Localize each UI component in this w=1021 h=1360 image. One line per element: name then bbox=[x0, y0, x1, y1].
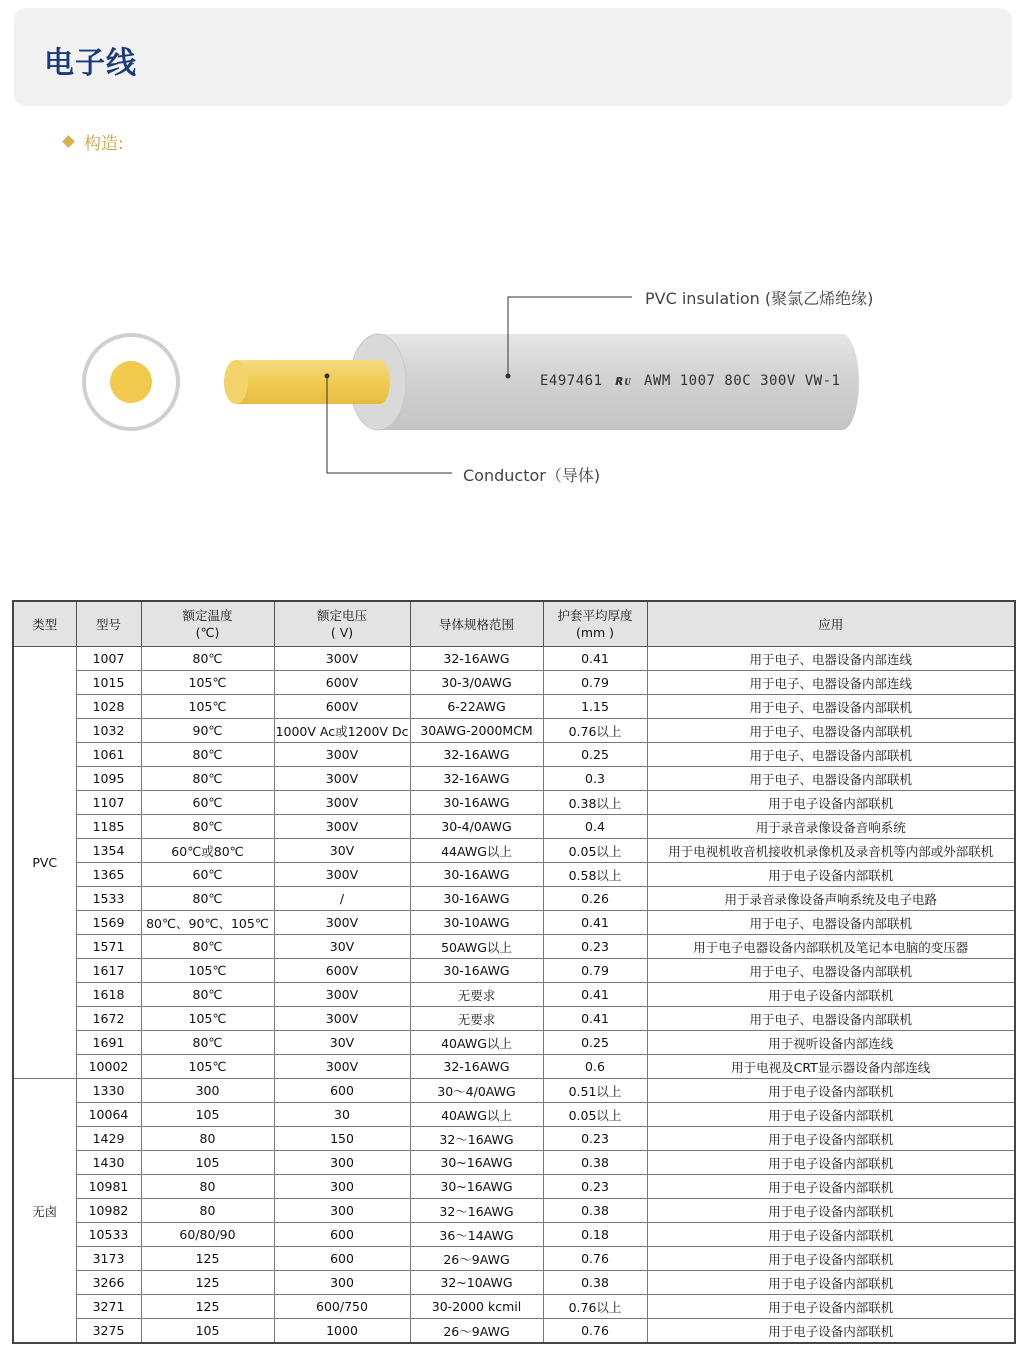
table-row bbox=[13, 887, 1015, 911]
cable-print-marking bbox=[540, 373, 840, 390]
cell-rated-temp: 60℃ bbox=[141, 791, 274, 815]
cell-sheath-thickness: 0.58以上 bbox=[543, 863, 647, 887]
cell-sheath-thickness: 0.41 bbox=[543, 647, 647, 671]
cell-sheath-thickness: 0.51以上 bbox=[543, 1079, 647, 1103]
cell-model: 1617 bbox=[76, 959, 141, 983]
cell-rated-voltage: 300V bbox=[274, 1007, 410, 1031]
cell-sheath-thickness: 0.25 bbox=[543, 1031, 647, 1055]
table-row bbox=[13, 1055, 1015, 1079]
cell-rated-temp: 300 bbox=[141, 1079, 274, 1103]
ul-logo-icon: ʀᴜ bbox=[615, 373, 632, 389]
cell-rated-temp: 105℃ bbox=[141, 1055, 274, 1079]
table-row bbox=[13, 791, 1015, 815]
cell-rated-temp: 90℃ bbox=[141, 719, 274, 743]
table-row bbox=[13, 1151, 1015, 1175]
cell-model: 1095 bbox=[76, 767, 141, 791]
table-row bbox=[13, 815, 1015, 839]
cell-rated-voltage: / bbox=[274, 887, 410, 911]
cell-conductor-range: 30-16AWG bbox=[410, 959, 543, 983]
cell-rated-voltage: 600V bbox=[274, 695, 410, 719]
cell-rated-voltage: 300V bbox=[274, 1055, 410, 1079]
cell-sheath-thickness: 0.76 bbox=[543, 1247, 647, 1271]
cell-model: 1533 bbox=[76, 887, 141, 911]
cell-conductor-range: 6-22AWG bbox=[410, 695, 543, 719]
cell-application: 用于电子设备内部联机 bbox=[647, 1175, 1015, 1199]
type-cell: 无卤 bbox=[13, 1079, 76, 1344]
cell-sheath-thickness: 0.79 bbox=[543, 671, 647, 695]
cell-sheath-thickness: 0.05以上 bbox=[543, 839, 647, 863]
cell-sheath-thickness: 0.23 bbox=[543, 935, 647, 959]
table-row bbox=[13, 695, 1015, 719]
table-row bbox=[13, 647, 1015, 671]
table-row bbox=[13, 1103, 1015, 1127]
cell-rated-temp: 80 bbox=[141, 1175, 274, 1199]
cell-conductor-range: 40AWG以上 bbox=[410, 1103, 543, 1127]
cell-application: 用于电子设备内部联机 bbox=[647, 1079, 1015, 1103]
cell-conductor-range: 32-16AWG bbox=[410, 1055, 543, 1079]
cell-application: 用于电视及CRT显示器设备内部连线 bbox=[647, 1055, 1015, 1079]
table-row bbox=[13, 839, 1015, 863]
cell-model: 1185 bbox=[76, 815, 141, 839]
cell-sheath-thickness: 1.15 bbox=[543, 695, 647, 719]
cell-sheath-thickness: 0.38以上 bbox=[543, 791, 647, 815]
cell-model: 10002 bbox=[76, 1055, 141, 1079]
type-cell: PVC bbox=[13, 647, 76, 1079]
cell-conductor-range: 36～14AWG bbox=[410, 1223, 543, 1247]
column-header-model: 型号 bbox=[76, 601, 141, 647]
cell-sheath-thickness: 0.3 bbox=[543, 767, 647, 791]
cell-conductor-range: 30-16AWG bbox=[410, 863, 543, 887]
cell-rated-temp: 60℃或80℃ bbox=[141, 839, 274, 863]
cell-sheath-thickness: 0.18 bbox=[543, 1223, 647, 1247]
table-row bbox=[13, 1271, 1015, 1295]
table-row bbox=[13, 1127, 1015, 1151]
cell-application: 用于录音录像设备音响系统 bbox=[647, 815, 1015, 839]
cell-model: 1691 bbox=[76, 1031, 141, 1055]
cell-model: 1571 bbox=[76, 935, 141, 959]
cell-rated-temp: 80℃ bbox=[141, 983, 274, 1007]
cell-sheath-thickness: 0.41 bbox=[543, 911, 647, 935]
cell-conductor-range: 40AWG以上 bbox=[410, 1031, 543, 1055]
table-row bbox=[13, 863, 1015, 887]
cell-conductor-range: 30~16AWG bbox=[410, 1175, 543, 1199]
insulation-label: PVC insulation (聚氯乙烯绝缘) bbox=[645, 289, 874, 308]
table-row bbox=[13, 1295, 1015, 1319]
cell-rated-temp: 80℃ bbox=[141, 815, 274, 839]
section-label-text: 构造: bbox=[84, 134, 124, 154]
cell-sheath-thickness: 0.79 bbox=[543, 959, 647, 983]
cable-construction-diagram bbox=[0, 250, 1021, 550]
cell-conductor-range: 30-4/0AWG bbox=[410, 815, 543, 839]
cell-conductor-range: 30-2000 kcmil bbox=[410, 1295, 543, 1319]
cell-rated-voltage: 600 bbox=[274, 1079, 410, 1103]
table-row bbox=[13, 983, 1015, 1007]
cell-conductor-range: 26～9AWG bbox=[410, 1319, 543, 1344]
column-header-conductor-range: 导体规格范围 bbox=[410, 601, 543, 647]
cell-application: 用于电子设备内部联机 bbox=[647, 1271, 1015, 1295]
column-header-sheath-thickness: 护套平均厚度 (mm ) bbox=[543, 601, 647, 647]
cell-rated-temp: 105 bbox=[141, 1151, 274, 1175]
cell-application: 用于电子、电器设备内部联机 bbox=[647, 911, 1015, 935]
cell-model: 10981 bbox=[76, 1175, 141, 1199]
cell-rated-voltage: 600 bbox=[274, 1247, 410, 1271]
cell-conductor-range: 50AWG以上 bbox=[410, 935, 543, 959]
cell-conductor-range: 30~16AWG bbox=[410, 1151, 543, 1175]
table-row bbox=[13, 743, 1015, 767]
conductor-body bbox=[224, 360, 390, 404]
cell-conductor-range: 30AWG-2000MCM bbox=[410, 719, 543, 743]
cell-application: 用于电子、电器设备内部联机 bbox=[647, 767, 1015, 791]
cell-rated-voltage: 300 bbox=[274, 1175, 410, 1199]
cell-rated-temp: 105 bbox=[141, 1319, 274, 1344]
diamond-bullet-icon bbox=[62, 135, 76, 149]
cell-application: 用于电子设备内部联机 bbox=[647, 863, 1015, 887]
table-row bbox=[13, 959, 1015, 983]
cell-sheath-thickness: 0.38 bbox=[543, 1151, 647, 1175]
cell-rated-temp: 80℃ bbox=[141, 887, 274, 911]
table-row bbox=[13, 911, 1015, 935]
cell-model: 10064 bbox=[76, 1103, 141, 1127]
table-row bbox=[13, 1247, 1015, 1271]
cell-model: 1028 bbox=[76, 695, 141, 719]
table-row bbox=[13, 767, 1015, 791]
cell-sheath-thickness: 0.38 bbox=[543, 1199, 647, 1223]
cell-conductor-range: 32-16AWG bbox=[410, 767, 543, 791]
cell-sheath-thickness: 0.4 bbox=[543, 815, 647, 839]
cell-conductor-range: 无要求 bbox=[410, 983, 543, 1007]
cell-rated-temp: 105 bbox=[141, 1103, 274, 1127]
cell-sheath-thickness: 0.23 bbox=[543, 1127, 647, 1151]
cell-model: 1430 bbox=[76, 1151, 141, 1175]
table-header-row bbox=[13, 601, 1015, 647]
cell-rated-temp: 105℃ bbox=[141, 959, 274, 983]
cell-rated-voltage: 300V bbox=[274, 863, 410, 887]
cell-conductor-range: 无要求 bbox=[410, 1007, 543, 1031]
cell-application: 用于电子设备内部联机 bbox=[647, 791, 1015, 815]
cell-sheath-thickness: 0.26 bbox=[543, 887, 647, 911]
cell-model: 1569 bbox=[76, 911, 141, 935]
cell-model: 1032 bbox=[76, 719, 141, 743]
cell-conductor-range: 44AWG以上 bbox=[410, 839, 543, 863]
cell-application: 用于电子、电器设备内部联机 bbox=[647, 743, 1015, 767]
cell-rated-voltage: 300 bbox=[274, 1199, 410, 1223]
cell-rated-voltage: 300 bbox=[274, 1271, 410, 1295]
cell-rated-temp: 105℃ bbox=[141, 671, 274, 695]
cell-model: 10982 bbox=[76, 1199, 141, 1223]
cell-rated-temp: 80℃ bbox=[141, 1031, 274, 1055]
cell-rated-voltage: 300V bbox=[274, 815, 410, 839]
cell-sheath-thickness: 0.41 bbox=[543, 983, 647, 1007]
cell-rated-voltage: 300V bbox=[274, 791, 410, 815]
cell-application: 用于电子设备内部联机 bbox=[647, 983, 1015, 1007]
conductor-end bbox=[224, 360, 248, 404]
cell-conductor-range: 30-3/0AWG bbox=[410, 671, 543, 695]
cell-rated-voltage: 150 bbox=[274, 1127, 410, 1151]
cell-rated-voltage: 600 bbox=[274, 1223, 410, 1247]
cell-application: 用于电子设备内部联机 bbox=[647, 1151, 1015, 1175]
cell-application: 用于电子设备内部联机 bbox=[647, 1103, 1015, 1127]
cell-rated-voltage: 600/750 bbox=[274, 1295, 410, 1319]
table-row bbox=[13, 1223, 1015, 1247]
cell-model: 3271 bbox=[76, 1295, 141, 1319]
cell-model: 1429 bbox=[76, 1127, 141, 1151]
cell-conductor-range: 32-16AWG bbox=[410, 647, 543, 671]
cell-rated-voltage: 30V bbox=[274, 1031, 410, 1055]
cell-rated-voltage: 30V bbox=[274, 839, 410, 863]
cell-rated-temp: 105℃ bbox=[141, 695, 274, 719]
cell-model: 1365 bbox=[76, 863, 141, 887]
cell-application: 用于电视机收音机接收机录像机及录音机等内部或外部联机 bbox=[647, 839, 1015, 863]
cell-application: 用于电子设备内部联机 bbox=[647, 1127, 1015, 1151]
column-header-rated-temp: 额定温度 (℃) bbox=[141, 601, 274, 647]
column-header-application: 应用 bbox=[647, 601, 1015, 647]
cell-application: 用于电子设备内部联机 bbox=[647, 1295, 1015, 1319]
cell-conductor-range: 32～16AWG bbox=[410, 1199, 543, 1223]
cell-application: 用于电子、电器设备内部联机 bbox=[647, 695, 1015, 719]
table-body bbox=[13, 647, 1015, 1344]
cell-conductor-range: 32-16AWG bbox=[410, 743, 543, 767]
cell-model: 1015 bbox=[76, 671, 141, 695]
cell-application: 用于电子电器设备内部联机及笔记本电脑的变压器 bbox=[647, 935, 1015, 959]
cell-model: 3173 bbox=[76, 1247, 141, 1271]
cell-model: 1354 bbox=[76, 839, 141, 863]
cell-application: 用于电子设备内部联机 bbox=[647, 1223, 1015, 1247]
page-title: 电子线 bbox=[44, 46, 137, 81]
cell-rated-voltage: 300V bbox=[274, 767, 410, 791]
cell-model: 1330 bbox=[76, 1079, 141, 1103]
cell-rated-temp: 80℃ bbox=[141, 743, 274, 767]
print-rating: AWM 1007 80C 300V VW-1 bbox=[644, 373, 841, 389]
cell-rated-voltage: 600V bbox=[274, 959, 410, 983]
cell-application: 用于电子、电器设备内部联机 bbox=[647, 719, 1015, 743]
cell-model: 1007 bbox=[76, 647, 141, 671]
cell-rated-voltage: 300V bbox=[274, 983, 410, 1007]
print-code: E497461 bbox=[540, 373, 603, 389]
cell-rated-voltage: 300V bbox=[274, 743, 410, 767]
cell-conductor-range: 32～16AWG bbox=[410, 1127, 543, 1151]
table-row bbox=[13, 935, 1015, 959]
cell-sheath-thickness: 0.41 bbox=[543, 1007, 647, 1031]
table-row bbox=[13, 671, 1015, 695]
cell-sheath-thickness: 0.05以上 bbox=[543, 1103, 647, 1127]
header-bar bbox=[14, 8, 1012, 106]
table-row bbox=[13, 1319, 1015, 1344]
cell-rated-voltage: 300V bbox=[274, 911, 410, 935]
cell-conductor-range: 30-16AWG bbox=[410, 791, 543, 815]
cell-application: 用于电子设备内部联机 bbox=[647, 1247, 1015, 1271]
cell-rated-temp: 80℃ bbox=[141, 767, 274, 791]
cell-application: 用于电子设备内部联机 bbox=[647, 1199, 1015, 1223]
column-header-type: 类型 bbox=[13, 601, 76, 647]
cell-conductor-range: 30-10AWG bbox=[410, 911, 543, 935]
cell-rated-temp: 80 bbox=[141, 1199, 274, 1223]
cell-sheath-thickness: 0.23 bbox=[543, 1175, 647, 1199]
cell-model: 1061 bbox=[76, 743, 141, 767]
spec-table bbox=[12, 600, 1016, 1344]
cell-rated-temp: 80 bbox=[141, 1127, 274, 1151]
cell-sheath-thickness: 0.6 bbox=[543, 1055, 647, 1079]
cell-model: 1107 bbox=[76, 791, 141, 815]
cell-rated-voltage: 30 bbox=[274, 1103, 410, 1127]
cell-rated-voltage: 1000 bbox=[274, 1319, 410, 1344]
cell-model: 10533 bbox=[76, 1223, 141, 1247]
cell-application: 用于电子设备内部联机 bbox=[647, 1319, 1015, 1344]
cell-model: 1618 bbox=[76, 983, 141, 1007]
table-row bbox=[13, 1079, 1015, 1103]
cell-rated-voltage: 300V bbox=[274, 647, 410, 671]
cell-application: 用于录音录像设备声响系统及电子电路 bbox=[647, 887, 1015, 911]
cell-model: 3266 bbox=[76, 1271, 141, 1295]
cell-sheath-thickness: 0.38 bbox=[543, 1271, 647, 1295]
cell-rated-temp: 80℃ bbox=[141, 935, 274, 959]
cell-rated-temp: 125 bbox=[141, 1271, 274, 1295]
cell-sheath-thickness: 0.76以上 bbox=[543, 719, 647, 743]
table-row bbox=[13, 1007, 1015, 1031]
table-row bbox=[13, 1175, 1015, 1199]
cell-rated-temp: 105℃ bbox=[141, 1007, 274, 1031]
cell-sheath-thickness: 0.25 bbox=[543, 743, 647, 767]
cell-rated-voltage: 300 bbox=[274, 1151, 410, 1175]
cell-sheath-thickness: 0.76以上 bbox=[543, 1295, 647, 1319]
cell-rated-voltage: 1000V Ac或1200V Dc bbox=[274, 719, 410, 743]
section-label bbox=[62, 129, 124, 154]
cell-conductor-range: 30～4/0AWG bbox=[410, 1079, 543, 1103]
table-row bbox=[13, 1199, 1015, 1223]
cell-conductor-range: 30-16AWG bbox=[410, 887, 543, 911]
cell-application: 用于电子、电器设备内部连线 bbox=[647, 671, 1015, 695]
table-row bbox=[13, 1031, 1015, 1055]
cell-application: 用于电子、电器设备内部联机 bbox=[647, 1007, 1015, 1031]
cell-model: 3275 bbox=[76, 1319, 141, 1344]
cell-rated-temp: 125 bbox=[141, 1247, 274, 1271]
cell-application: 用于视听设备内部连线 bbox=[647, 1031, 1015, 1055]
cross-section-conductor bbox=[110, 361, 152, 403]
cell-rated-voltage: 600V bbox=[274, 671, 410, 695]
cell-conductor-range: 32~10AWG bbox=[410, 1271, 543, 1295]
cell-rated-temp: 80℃、90℃、105℃ bbox=[141, 911, 274, 935]
cell-rated-temp: 80℃ bbox=[141, 647, 274, 671]
cell-conductor-range: 26～9AWG bbox=[410, 1247, 543, 1271]
cell-rated-temp: 125 bbox=[141, 1295, 274, 1319]
cell-application: 用于电子、电器设备内部联机 bbox=[647, 959, 1015, 983]
column-header-rated-voltage: 额定电压 ( V) bbox=[274, 601, 410, 647]
cell-sheath-thickness: 0.76 bbox=[543, 1319, 647, 1344]
table-row bbox=[13, 719, 1015, 743]
cell-rated-temp: 60℃ bbox=[141, 863, 274, 887]
cell-rated-voltage: 30V bbox=[274, 935, 410, 959]
cell-rated-temp: 60/80/90 bbox=[141, 1223, 274, 1247]
conductor-label: Conductor（导体) bbox=[463, 466, 601, 485]
cell-application: 用于电子、电器设备内部连线 bbox=[647, 647, 1015, 671]
cell-model: 1672 bbox=[76, 1007, 141, 1031]
